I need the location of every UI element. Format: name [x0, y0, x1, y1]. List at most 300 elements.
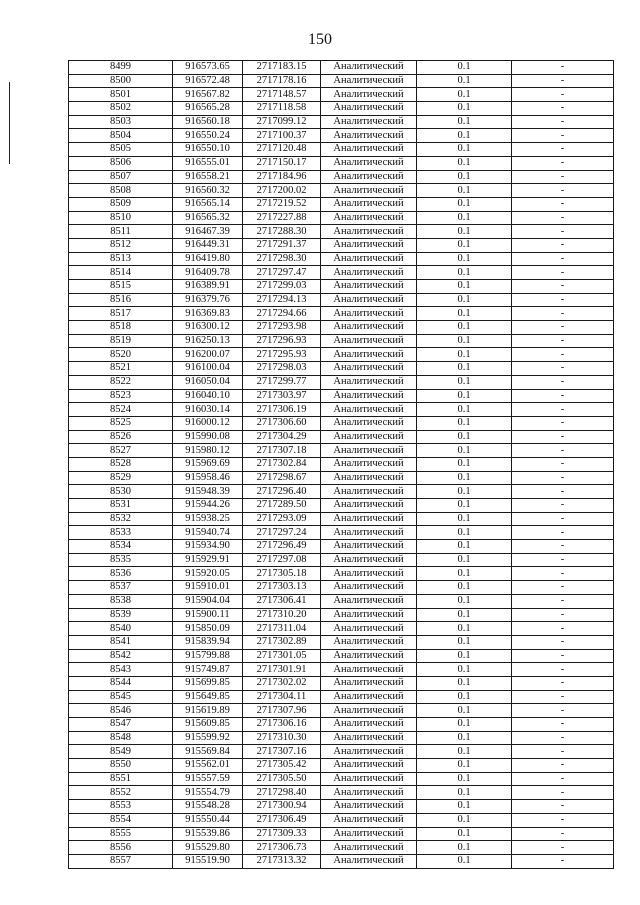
method-cell: Аналитический: [321, 102, 417, 116]
point-number-cell: 8499: [69, 61, 173, 75]
x-coordinate-cell: 915562.01: [173, 759, 243, 773]
coordinates-table-body: [69, 61, 614, 869]
y-coordinate-cell: 2717303.97: [243, 389, 321, 403]
method-cell: Аналитический: [321, 663, 417, 677]
accuracy-cell: 0.1: [417, 115, 512, 129]
point-number-cell: 8542: [69, 649, 173, 663]
method-cell: Аналитический: [321, 800, 417, 814]
point-number-cell: 8522: [69, 375, 173, 389]
note-cell: -: [512, 389, 614, 403]
table-row: [69, 102, 614, 116]
accuracy-cell: 0.1: [417, 841, 512, 855]
accuracy-cell: 0.1: [417, 649, 512, 663]
y-coordinate-cell: 2717178.16: [243, 74, 321, 88]
note-cell: -: [512, 800, 614, 814]
note-cell: -: [512, 526, 614, 540]
point-number-cell: 8511: [69, 225, 173, 239]
y-coordinate-cell: 2717310.20: [243, 608, 321, 622]
table-row: [69, 800, 614, 814]
method-cell: Аналитический: [321, 293, 417, 307]
point-number-cell: 8520: [69, 348, 173, 362]
accuracy-cell: 0.1: [417, 403, 512, 417]
note-cell: -: [512, 403, 614, 417]
accuracy-cell: 0.1: [417, 704, 512, 718]
accuracy-cell: 0.1: [417, 827, 512, 841]
y-coordinate-cell: 2717305.50: [243, 772, 321, 786]
y-coordinate-cell: 2717297.24: [243, 526, 321, 540]
table-row: [69, 813, 614, 827]
method-cell: Аналитический: [321, 649, 417, 663]
table-row: [69, 389, 614, 403]
y-coordinate-cell: 2717303.13: [243, 581, 321, 595]
point-number-cell: 8503: [69, 115, 173, 129]
y-coordinate-cell: 2717200.02: [243, 184, 321, 198]
y-coordinate-cell: 2717301.05: [243, 649, 321, 663]
x-coordinate-cell: 915944.26: [173, 499, 243, 513]
table-row: [69, 581, 614, 595]
table-row: [69, 690, 614, 704]
table-row: [69, 731, 614, 745]
x-coordinate-cell: 915938.25: [173, 512, 243, 526]
note-cell: -: [512, 676, 614, 690]
point-number-cell: 8530: [69, 485, 173, 499]
table-row: [69, 854, 614, 868]
note-cell: -: [512, 731, 614, 745]
note-cell: -: [512, 143, 614, 157]
y-coordinate-cell: 2717302.89: [243, 635, 321, 649]
note-cell: -: [512, 745, 614, 759]
accuracy-cell: 0.1: [417, 553, 512, 567]
table-row: [69, 156, 614, 170]
accuracy-cell: 0.1: [417, 526, 512, 540]
x-coordinate-cell: 916000.12: [173, 416, 243, 430]
table-row: [69, 225, 614, 239]
scan-margin-line: [9, 82, 10, 164]
table-row: [69, 430, 614, 444]
x-coordinate-cell: 916040.10: [173, 389, 243, 403]
y-coordinate-cell: 2717148.57: [243, 88, 321, 102]
point-number-cell: 8523: [69, 389, 173, 403]
point-number-cell: 8529: [69, 471, 173, 485]
accuracy-cell: 0.1: [417, 211, 512, 225]
x-coordinate-cell: 915839.94: [173, 635, 243, 649]
y-coordinate-cell: 2717298.03: [243, 362, 321, 376]
accuracy-cell: 0.1: [417, 321, 512, 335]
table-row: [69, 608, 614, 622]
x-coordinate-cell: 915910.01: [173, 581, 243, 595]
y-coordinate-cell: 2717305.42: [243, 759, 321, 773]
x-coordinate-cell: 915550.44: [173, 813, 243, 827]
accuracy-cell: 0.1: [417, 813, 512, 827]
point-number-cell: 8544: [69, 676, 173, 690]
y-coordinate-cell: 2717183.15: [243, 61, 321, 75]
point-number-cell: 8552: [69, 786, 173, 800]
accuracy-cell: 0.1: [417, 745, 512, 759]
point-number-cell: 8545: [69, 690, 173, 704]
accuracy-cell: 0.1: [417, 567, 512, 581]
y-coordinate-cell: 2717296.93: [243, 334, 321, 348]
table-row: [69, 184, 614, 198]
method-cell: Аналитический: [321, 786, 417, 800]
method-cell: Аналитический: [321, 184, 417, 198]
y-coordinate-cell: 2717291.37: [243, 238, 321, 252]
point-number-cell: 8515: [69, 280, 173, 294]
y-coordinate-cell: 2717306.73: [243, 841, 321, 855]
accuracy-cell: 0.1: [417, 854, 512, 868]
method-cell: Аналитический: [321, 61, 417, 75]
accuracy-cell: 0.1: [417, 74, 512, 88]
accuracy-cell: 0.1: [417, 102, 512, 116]
table-row: [69, 61, 614, 75]
note-cell: -: [512, 252, 614, 266]
method-cell: Аналитический: [321, 143, 417, 157]
method-cell: Аналитический: [321, 745, 417, 759]
table-row: [69, 307, 614, 321]
table-row: [69, 348, 614, 362]
x-coordinate-cell: 916050.04: [173, 375, 243, 389]
y-coordinate-cell: 2717304.11: [243, 690, 321, 704]
point-number-cell: 8531: [69, 499, 173, 513]
table-row: [69, 704, 614, 718]
note-cell: -: [512, 266, 614, 280]
point-number-cell: 8537: [69, 581, 173, 595]
point-number-cell: 8528: [69, 457, 173, 471]
note-cell: -: [512, 512, 614, 526]
y-coordinate-cell: 2717309.33: [243, 827, 321, 841]
y-coordinate-cell: 2717293.98: [243, 321, 321, 335]
y-coordinate-cell: 2717298.40: [243, 786, 321, 800]
method-cell: Аналитический: [321, 197, 417, 211]
note-cell: -: [512, 115, 614, 129]
x-coordinate-cell: 915850.09: [173, 622, 243, 636]
table-row: [69, 772, 614, 786]
x-coordinate-cell: 915900.11: [173, 608, 243, 622]
method-cell: Аналитический: [321, 718, 417, 732]
accuracy-cell: 0.1: [417, 608, 512, 622]
method-cell: Аналитический: [321, 170, 417, 184]
point-number-cell: 8525: [69, 416, 173, 430]
method-cell: Аналитический: [321, 307, 417, 321]
y-coordinate-cell: 2717304.29: [243, 430, 321, 444]
y-coordinate-cell: 2717299.03: [243, 280, 321, 294]
note-cell: -: [512, 170, 614, 184]
y-coordinate-cell: 2717307.96: [243, 704, 321, 718]
x-coordinate-cell: 915799.88: [173, 649, 243, 663]
table-row: [69, 663, 614, 677]
note-cell: -: [512, 334, 614, 348]
table-row: [69, 759, 614, 773]
note-cell: -: [512, 238, 614, 252]
method-cell: Аналитический: [321, 635, 417, 649]
note-cell: -: [512, 690, 614, 704]
x-coordinate-cell: 916565.28: [173, 102, 243, 116]
accuracy-cell: 0.1: [417, 375, 512, 389]
method-cell: Аналитический: [321, 266, 417, 280]
table-row: [69, 416, 614, 430]
method-cell: Аналитический: [321, 553, 417, 567]
point-number-cell: 8505: [69, 143, 173, 157]
x-coordinate-cell: 915569.84: [173, 745, 243, 759]
point-number-cell: 8555: [69, 827, 173, 841]
accuracy-cell: 0.1: [417, 731, 512, 745]
method-cell: Аналитический: [321, 704, 417, 718]
point-number-cell: 8502: [69, 102, 173, 116]
point-number-cell: 8506: [69, 156, 173, 170]
x-coordinate-cell: 915948.39: [173, 485, 243, 499]
table-row: [69, 622, 614, 636]
x-coordinate-cell: 915554.79: [173, 786, 243, 800]
method-cell: Аналитический: [321, 389, 417, 403]
method-cell: Аналитический: [321, 430, 417, 444]
accuracy-cell: 0.1: [417, 348, 512, 362]
note-cell: -: [512, 197, 614, 211]
note-cell: -: [512, 485, 614, 499]
y-coordinate-cell: 2717310.30: [243, 731, 321, 745]
table-row: [69, 129, 614, 143]
point-number-cell: 8513: [69, 252, 173, 266]
table-row: [69, 362, 614, 376]
note-cell: -: [512, 129, 614, 143]
y-coordinate-cell: 2717296.49: [243, 540, 321, 554]
point-number-cell: 8550: [69, 759, 173, 773]
table-row: [69, 444, 614, 458]
method-cell: Аналитический: [321, 238, 417, 252]
x-coordinate-cell: 915980.12: [173, 444, 243, 458]
x-coordinate-cell: 916200.07: [173, 348, 243, 362]
y-coordinate-cell: 2717306.41: [243, 594, 321, 608]
method-cell: Аналитический: [321, 676, 417, 690]
y-coordinate-cell: 2717313.32: [243, 854, 321, 868]
note-cell: -: [512, 567, 614, 581]
note-cell: -: [512, 854, 614, 868]
note-cell: -: [512, 156, 614, 170]
table-row: [69, 635, 614, 649]
table-row: [69, 471, 614, 485]
method-cell: Аналитический: [321, 74, 417, 88]
note-cell: -: [512, 362, 614, 376]
x-coordinate-cell: 916560.18: [173, 115, 243, 129]
note-cell: -: [512, 718, 614, 732]
y-coordinate-cell: 2717294.66: [243, 307, 321, 321]
y-coordinate-cell: 2717288.30: [243, 225, 321, 239]
method-cell: Аналитический: [321, 759, 417, 773]
note-cell: -: [512, 280, 614, 294]
point-number-cell: 8521: [69, 362, 173, 376]
accuracy-cell: 0.1: [417, 197, 512, 211]
accuracy-cell: 0.1: [417, 444, 512, 458]
point-number-cell: 8549: [69, 745, 173, 759]
table-row: [69, 266, 614, 280]
y-coordinate-cell: 2717301.91: [243, 663, 321, 677]
point-number-cell: 8536: [69, 567, 173, 581]
x-coordinate-cell: 915699.85: [173, 676, 243, 690]
x-coordinate-cell: 915749.87: [173, 663, 243, 677]
note-cell: -: [512, 759, 614, 773]
accuracy-cell: 0.1: [417, 156, 512, 170]
note-cell: -: [512, 786, 614, 800]
point-number-cell: 8526: [69, 430, 173, 444]
point-number-cell: 8538: [69, 594, 173, 608]
table-row: [69, 718, 614, 732]
table-row: [69, 403, 614, 417]
table-row: [69, 115, 614, 129]
note-cell: -: [512, 827, 614, 841]
accuracy-cell: 0.1: [417, 307, 512, 321]
table-row: [69, 334, 614, 348]
point-number-cell: 8518: [69, 321, 173, 335]
x-coordinate-cell: 916467.39: [173, 225, 243, 239]
method-cell: Аналитический: [321, 512, 417, 526]
point-number-cell: 8541: [69, 635, 173, 649]
x-coordinate-cell: 916560.32: [173, 184, 243, 198]
method-cell: Аналитический: [321, 526, 417, 540]
note-cell: -: [512, 540, 614, 554]
x-coordinate-cell: 916369.83: [173, 307, 243, 321]
table-row: [69, 197, 614, 211]
accuracy-cell: 0.1: [417, 225, 512, 239]
x-coordinate-cell: 915548.28: [173, 800, 243, 814]
point-number-cell: 8504: [69, 129, 173, 143]
note-cell: -: [512, 635, 614, 649]
method-cell: Аналитический: [321, 416, 417, 430]
table-row: [69, 841, 614, 855]
x-coordinate-cell: 916572.48: [173, 74, 243, 88]
y-coordinate-cell: 2717305.18: [243, 567, 321, 581]
table-row: [69, 786, 614, 800]
method-cell: Аналитический: [321, 622, 417, 636]
x-coordinate-cell: 915599.92: [173, 731, 243, 745]
table-row: [69, 252, 614, 266]
x-coordinate-cell: 915940.74: [173, 526, 243, 540]
accuracy-cell: 0.1: [417, 676, 512, 690]
point-number-cell: 8534: [69, 540, 173, 554]
y-coordinate-cell: 2717298.67: [243, 471, 321, 485]
coordinates-table: [68, 60, 614, 869]
method-cell: Аналитический: [321, 280, 417, 294]
y-coordinate-cell: 2717295.93: [243, 348, 321, 362]
x-coordinate-cell: 915539.86: [173, 827, 243, 841]
note-cell: -: [512, 74, 614, 88]
method-cell: Аналитический: [321, 321, 417, 335]
point-number-cell: 8551: [69, 772, 173, 786]
y-coordinate-cell: 2717298.30: [243, 252, 321, 266]
accuracy-cell: 0.1: [417, 266, 512, 280]
x-coordinate-cell: 916030.14: [173, 403, 243, 417]
note-cell: -: [512, 375, 614, 389]
method-cell: Аналитический: [321, 471, 417, 485]
note-cell: -: [512, 88, 614, 102]
table-row: [69, 238, 614, 252]
note-cell: -: [512, 293, 614, 307]
x-coordinate-cell: 916565.32: [173, 211, 243, 225]
point-number-cell: 8514: [69, 266, 173, 280]
method-cell: Аналитический: [321, 841, 417, 855]
y-coordinate-cell: 2717100.37: [243, 129, 321, 143]
point-number-cell: 8546: [69, 704, 173, 718]
x-coordinate-cell: 915904.04: [173, 594, 243, 608]
accuracy-cell: 0.1: [417, 581, 512, 595]
accuracy-cell: 0.1: [417, 471, 512, 485]
note-cell: -: [512, 61, 614, 75]
y-coordinate-cell: 2717306.49: [243, 813, 321, 827]
x-coordinate-cell: 915519.90: [173, 854, 243, 868]
y-coordinate-cell: 2717307.18: [243, 444, 321, 458]
table-row: [69, 211, 614, 225]
method-cell: Аналитический: [321, 88, 417, 102]
note-cell: -: [512, 102, 614, 116]
table-row: [69, 649, 614, 663]
accuracy-cell: 0.1: [417, 129, 512, 143]
method-cell: Аналитический: [321, 594, 417, 608]
method-cell: Аналитический: [321, 457, 417, 471]
method-cell: Аналитический: [321, 129, 417, 143]
method-cell: Аналитический: [321, 731, 417, 745]
table-row: [69, 499, 614, 513]
method-cell: Аналитический: [321, 362, 417, 376]
table-row: [69, 293, 614, 307]
table-row: [69, 567, 614, 581]
note-cell: -: [512, 457, 614, 471]
method-cell: Аналитический: [321, 156, 417, 170]
method-cell: Аналитический: [321, 403, 417, 417]
y-coordinate-cell: 2717294.13: [243, 293, 321, 307]
point-number-cell: 8535: [69, 553, 173, 567]
accuracy-cell: 0.1: [417, 61, 512, 75]
x-coordinate-cell: 916565.14: [173, 197, 243, 211]
note-cell: -: [512, 649, 614, 663]
accuracy-cell: 0.1: [417, 293, 512, 307]
note-cell: -: [512, 184, 614, 198]
method-cell: Аналитический: [321, 827, 417, 841]
accuracy-cell: 0.1: [417, 485, 512, 499]
y-coordinate-cell: 2717297.47: [243, 266, 321, 280]
accuracy-cell: 0.1: [417, 786, 512, 800]
x-coordinate-cell: 915557.59: [173, 772, 243, 786]
y-coordinate-cell: 2717300.94: [243, 800, 321, 814]
table-row: [69, 827, 614, 841]
method-cell: Аналитический: [321, 499, 417, 513]
accuracy-cell: 0.1: [417, 663, 512, 677]
accuracy-cell: 0.1: [417, 457, 512, 471]
y-coordinate-cell: 2717306.16: [243, 718, 321, 732]
x-coordinate-cell: 915619.89: [173, 704, 243, 718]
note-cell: -: [512, 211, 614, 225]
accuracy-cell: 0.1: [417, 718, 512, 732]
table-row: [69, 88, 614, 102]
method-cell: Аналитический: [321, 608, 417, 622]
point-number-cell: 8508: [69, 184, 173, 198]
accuracy-cell: 0.1: [417, 416, 512, 430]
x-coordinate-cell: 915969.69: [173, 457, 243, 471]
x-coordinate-cell: 916567.82: [173, 88, 243, 102]
accuracy-cell: 0.1: [417, 512, 512, 526]
note-cell: -: [512, 416, 614, 430]
point-number-cell: 8527: [69, 444, 173, 458]
method-cell: Аналитический: [321, 581, 417, 595]
method-cell: Аналитический: [321, 115, 417, 129]
point-number-cell: 8519: [69, 334, 173, 348]
accuracy-cell: 0.1: [417, 540, 512, 554]
x-coordinate-cell: 915649.85: [173, 690, 243, 704]
accuracy-cell: 0.1: [417, 334, 512, 348]
page-number: 150: [308, 31, 332, 48]
x-coordinate-cell: 915609.85: [173, 718, 243, 732]
y-coordinate-cell: 2717302.84: [243, 457, 321, 471]
accuracy-cell: 0.1: [417, 690, 512, 704]
accuracy-cell: 0.1: [417, 280, 512, 294]
x-coordinate-cell: 916300.12: [173, 321, 243, 335]
point-number-cell: 8553: [69, 800, 173, 814]
